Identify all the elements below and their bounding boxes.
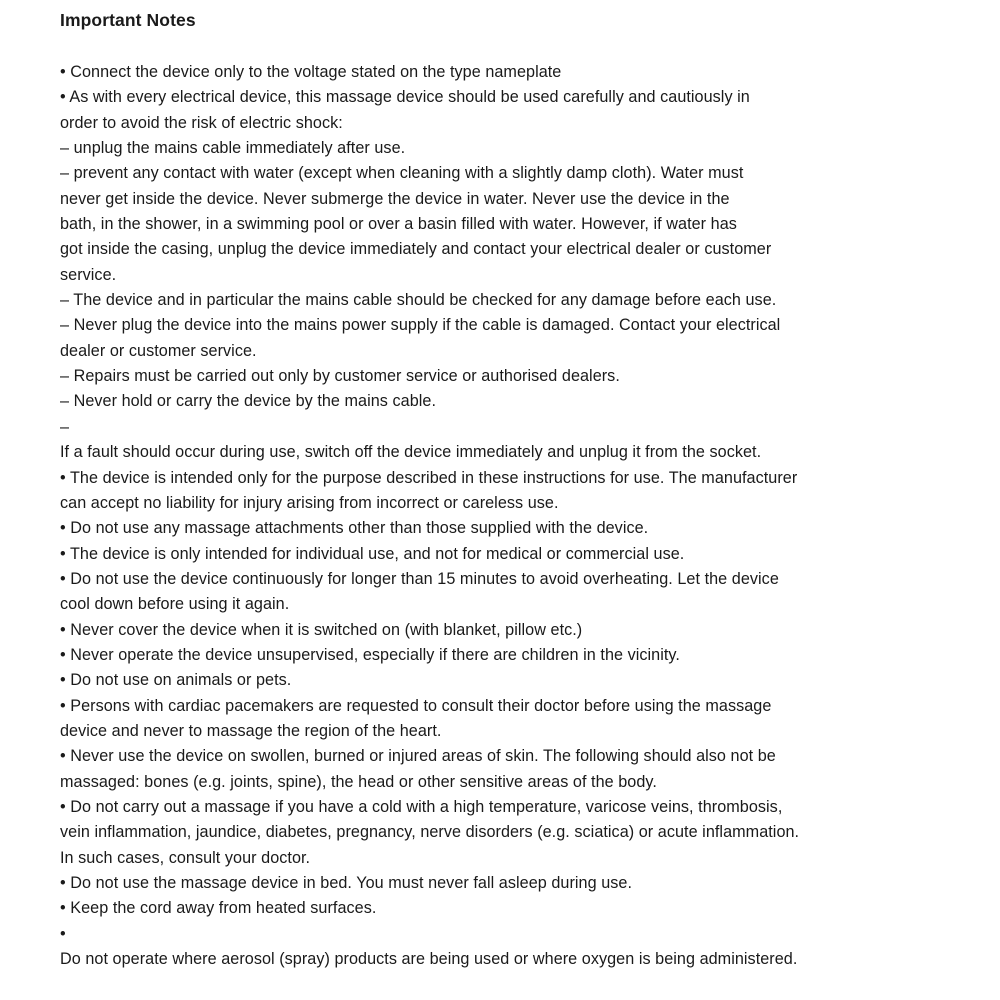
text-line: – The device and in particular the mains cable should be checked for any damage before each use.: [60, 291, 777, 310]
text-line: bath, in the shower, in a swimming pool or over a basin filled with water. However, if water has: [60, 215, 737, 234]
text-line: • Keep the cord away from heated surfaces.: [60, 899, 377, 918]
text-line: got inside the casing, unplug the device immediately and contact your electrical dealer or customer: [60, 240, 772, 259]
text-line: vein inflammation, jaundice, diabetes, pregnancy, nerve disorders (e.g. sciatica) or acute inflammation.: [60, 823, 800, 842]
text-line: In such cases, consult your doctor.: [60, 848, 311, 867]
text-line: – unplug the mains cable immediately after use.: [60, 139, 406, 158]
text-line: • Do not use the device continuously for longer than 15 minutes to avoid overheating. Let the device: [60, 569, 779, 588]
text-line: • Do not use any massage attachments other than those supplied with the device.: [60, 519, 649, 538]
text-line: – Never plug the device into the mains power supply if the cable is damaged. Contact your electrical: [60, 316, 781, 335]
text-line: – Repairs must be carried out only by customer service or authorised dealers.: [60, 367, 620, 386]
text-line: device and never to massage the region of the heart.: [60, 721, 442, 740]
text-line: –: [60, 417, 70, 436]
text-line: can accept no liability for injury arising from incorrect or careless use.: [60, 493, 559, 512]
text-line: • Connect the device only to the voltage stated on the type nameplate: [60, 63, 562, 81]
text-line: • Persons with cardiac pacemakers are requested to consult their doctor before using the massage: [60, 696, 772, 715]
text-line: • Never operate the device unsupervised, especially if there are children in the vicinity.: [60, 645, 680, 664]
document-title: Important Notes: [60, 10, 196, 30]
text-line: • The device is only intended for individual use, and not for medical or commercial use.: [60, 544, 685, 563]
text-line: • Do not use on animals or pets.: [60, 671, 292, 690]
notes-body: [60, 60, 960, 972]
text-line: Do not operate where aerosol (spray) products are being used or where oxygen is being administered.: [60, 950, 798, 969]
text-line: • Do not use the massage device in bed. You must never fall asleep during use.: [60, 874, 632, 892]
text-line: service.: [60, 265, 117, 284]
text-line: • Never use the device on swollen, burned or injured areas of skin. The following should also not be: [60, 747, 776, 766]
text-line: – Never hold or carry the device by the mains cable.: [60, 392, 436, 411]
text-line: never get inside the device. Never submerge the device in water. Never use the device in the: [60, 189, 730, 208]
document-page: [60, 8, 960, 972]
text-line: dealer or customer service.: [60, 341, 257, 360]
text-line: If a fault should occur during use, switch off the device immediately and unplug it from the socket.: [60, 443, 762, 462]
text-line: • As with every electrical device, this massage device should be used carefully and cautiously in: [60, 88, 750, 107]
text-line: •: [60, 924, 66, 943]
text-line: • The device is intended only for the purpose described in these instructions for use. The manufacturer: [60, 468, 798, 487]
text-line: order to avoid the risk of electric shock:: [60, 113, 343, 132]
text-line: cool down before using it again.: [60, 595, 290, 614]
text-line: • Do not carry out a massage if you have a cold with a high temperature, varicose veins, thrombosis,: [60, 797, 783, 816]
text-line: – prevent any contact with water (except when cleaning with a slightly damp cloth). Water must: [60, 164, 744, 183]
text-line: • Never cover the device when it is switched on (with blanket, pillow etc.): [60, 620, 583, 639]
text-line: massaged: bones (e.g. joints, spine), the head or other sensitive areas of the body.: [60, 772, 657, 791]
